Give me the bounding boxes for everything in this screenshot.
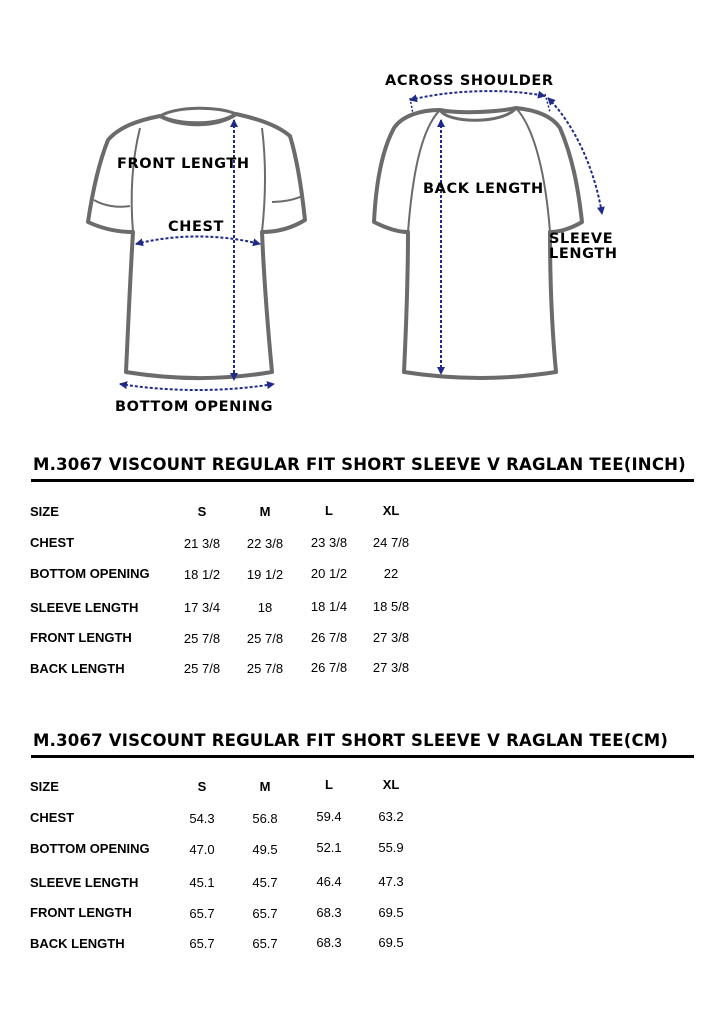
cell-value: 46.4 [316,874,342,889]
size-col-s: S [197,779,207,794]
chest-label: CHEST [168,219,225,235]
title-rule-inch [31,479,694,482]
cell-value: 25 7/8 [183,631,221,646]
cell-value: 18 1/2 [183,567,221,582]
size-col-xl: XL [382,503,400,518]
cell-value: 47.0 [189,842,215,857]
row-label: FRONT LENGTH [30,630,132,645]
size-header: SIZE [30,504,59,519]
cell-value: 20 1/2 [310,566,348,581]
cell-value: 25 7/8 [246,661,284,676]
cell-value: 27 3/8 [372,630,410,645]
row-label: SLEEVE LENGTH [30,875,139,890]
cell-value: 18 [257,600,273,615]
cell-value: 49.5 [252,842,278,857]
cell-value: 45.1 [189,875,215,890]
size-col-s: S [197,504,207,519]
cell-value: 21 3/8 [183,536,221,551]
cell-value: 22 3/8 [246,536,284,551]
back-length-label: BACK LENGTH [423,181,544,197]
cell-value: 65.7 [252,936,278,951]
sleeve-length-label-line2: LENGTH [549,246,618,262]
size-col-l: L [325,503,333,518]
front-length-label: FRONT LENGTH [117,156,250,172]
row-label: BOTTOM OPENING [30,841,150,856]
row-label: FRONT LENGTH [30,905,132,920]
front-tee-outline [88,108,305,378]
row-label: CHEST [30,535,75,550]
across-shoulder-label: ACROSS SHOULDER [385,73,554,89]
cell-value: 47.3 [378,874,404,889]
cell-value: 19 1/2 [246,567,284,582]
table-title-inch: M.3067 VISCOUNT REGULAR FIT SHORT SLEEVE V RAGLAN TEE(INCH) [33,455,686,474]
cell-value: 26 7/8 [310,660,348,675]
cell-value: 23 3/8 [310,535,348,550]
bottom-opening-label: BOTTOM OPENING [115,399,274,415]
cell-value: 22 [383,566,399,581]
cell-value: 63.2 [378,809,404,824]
title-rule-cm [31,755,694,758]
cell-value: 18 5/8 [372,599,410,614]
cell-value: 25 7/8 [246,631,284,646]
cell-value: 65.7 [189,906,215,921]
cell-value: 17 3/4 [183,600,221,615]
cell-value: 18 1/4 [310,599,348,614]
bottom-opening-arrow [120,384,274,390]
cell-value: 68.3 [316,905,342,920]
cell-value: 68.3 [316,935,342,950]
size-col-m: M [259,504,271,519]
cell-value: 27 3/8 [372,660,410,675]
row-label: CHEST [30,810,75,825]
table-title-cm: M.3067 VISCOUNT REGULAR FIT SHORT SLEEVE V RAGLAN TEE(CM) [33,731,669,750]
size-col-m: M [259,779,271,794]
measurement-diagram [0,0,726,430]
row-label: BACK LENGTH [30,661,125,676]
row-label: SLEEVE LENGTH [30,600,139,615]
row-label: BACK LENGTH [30,936,125,951]
cell-value: 25 7/8 [183,661,221,676]
across-shoulder-arrow [410,91,545,100]
cell-value: 26 7/8 [310,630,348,645]
row-label: BOTTOM OPENING [30,566,150,581]
cell-value: 52.1 [316,840,342,855]
size-header: SIZE [30,779,59,794]
cell-value: 55.9 [378,840,404,855]
cell-value: 59.4 [316,809,342,824]
cell-value: 56.8 [252,811,278,826]
cell-value: 65.7 [189,936,215,951]
size-col-l: L [325,777,333,792]
cell-value: 24 7/8 [372,535,410,550]
cell-value: 69.5 [378,905,404,920]
size-col-xl: XL [382,777,400,792]
cell-value: 45.7 [252,875,278,890]
sleeve-length-label-line1: SLEEVE [549,231,614,247]
cell-value: 54.3 [189,811,215,826]
cell-value: 65.7 [252,906,278,921]
cell-value: 69.5 [378,935,404,950]
